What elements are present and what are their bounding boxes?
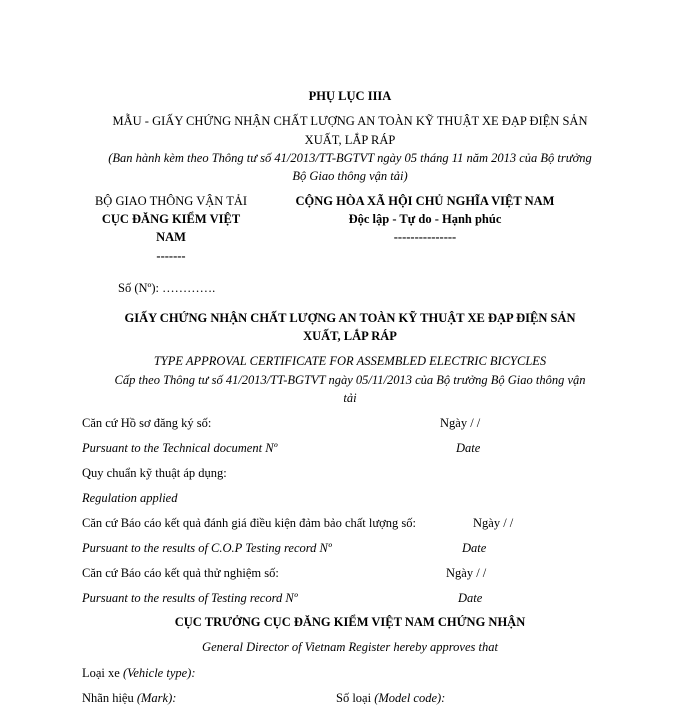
vehicle-type-label-en: (Vehicle type): — [122, 666, 196, 680]
annex-issued-line2: Bộ Giao thông vận tải) — [292, 169, 408, 183]
field-technical-document-en: Pursuant to the Technical document Nº — [82, 441, 278, 455]
national-motto: Độc lập - Tự do - Hạnh phúc — [348, 212, 502, 226]
annex-title: PHỤ LỤC IIIA — [308, 89, 392, 103]
vehicle-mark-field — [82, 691, 176, 706]
certificate-issued-line1: Cấp theo Thông tư số 41/2013/TT-BGTVT ngày 05/11/2013 của Bộ trưởng Bộ Giao thông vận — [114, 373, 586, 387]
approval-title: CỤC TRƯỞNG CỤC ĐĂNG KIỂM VIỆT NAM CHỨNG NHẬN — [174, 615, 526, 629]
certificate-number: Số (Nº): …………. — [118, 281, 216, 295]
field-cop-record-en: Pursuant to the results of C.O.P Testing record Nº — [82, 541, 332, 555]
field-testing-record-date-en: Date — [458, 591, 483, 605]
certificate-title-line2: XUẤT, LẮP RÁP — [303, 329, 397, 343]
field-regulation-en: Regulation applied — [82, 491, 178, 505]
certificate-title-line1: GIẤY CHỨNG NHẬN CHẤT LƯỢNG AN TOÀN KỸ THUẬT XE ĐẠP ĐIỆN SẢN — [124, 311, 576, 325]
vehicle-mark-label: Nhãn hiệu — [82, 691, 137, 705]
vehicle-model-label-en: (Model code): — [374, 691, 446, 705]
vehicle-model-field — [336, 691, 445, 706]
vehicle-type-label: Loại xe — [82, 666, 123, 680]
annex-subtitle-line1: MẪU - GIẤY CHỨNG NHẬN CHẤT LƯỢNG AN TOÀN KỸ THUẬT XE ĐẠP ĐIỆN SẢN — [112, 114, 588, 128]
field-testing-record-date: Ngày / / — [446, 566, 487, 580]
annex-subtitle-line2: XUẤT, LẮP RÁP — [304, 133, 396, 147]
vehicle-model-label: Số loại — [336, 691, 375, 705]
approval-title-en: General Director of Vietnam Register hereby approves that — [202, 640, 498, 654]
field-cop-record: Căn cứ Báo cáo kết quả đánh giá điều kiện đảm bảo chất lượng số: — [82, 516, 416, 530]
field-testing-record-en: Pursuant to the results of Testing record Nº — [82, 591, 298, 605]
field-cop-record-date-en: Date — [462, 541, 487, 555]
agency-name-line2: NAM — [156, 230, 186, 244]
field-technical-document-date-en: Date — [456, 441, 481, 455]
motto-rule: --------------- — [393, 230, 457, 244]
field-technical-document-date: Ngày / / — [440, 416, 481, 430]
republic-name: CỘNG HÒA XÃ HỘI CHỦ NGHĨA VIỆT NAM — [295, 194, 555, 208]
certificate-issued-line2: tải — [343, 391, 357, 405]
certificate-title-en: TYPE APPROVAL CERTIFICATE FOR ASSEMBLED ELECTRIC BICYCLES — [153, 354, 547, 368]
field-regulation: Quy chuẩn kỹ thuật áp dụng: — [82, 466, 227, 480]
ministry-name: BỘ GIAO THÔNG VẬN TẢI — [94, 194, 248, 208]
field-technical-document: Căn cứ Hồ sơ đăng ký số: — [82, 416, 212, 430]
field-cop-record-date: Ngày / / — [473, 516, 514, 530]
vehicle-mark-label-en: (Mark): — [136, 691, 177, 705]
annex-issued-line1: (Ban hành kèm theo Thông tư số 41/2013/TT-BGTVT ngày 05 tháng 11 năm 2013 của Bộ trưởng — [108, 151, 592, 165]
vehicle-type-field — [82, 666, 196, 681]
field-testing-record: Căn cứ Báo cáo kết quả thử nghiệm số: — [82, 566, 279, 580]
agency-rule: ------- — [156, 249, 186, 263]
agency-name-line1: CỤC ĐĂNG KIỂM VIỆT — [101, 212, 241, 226]
